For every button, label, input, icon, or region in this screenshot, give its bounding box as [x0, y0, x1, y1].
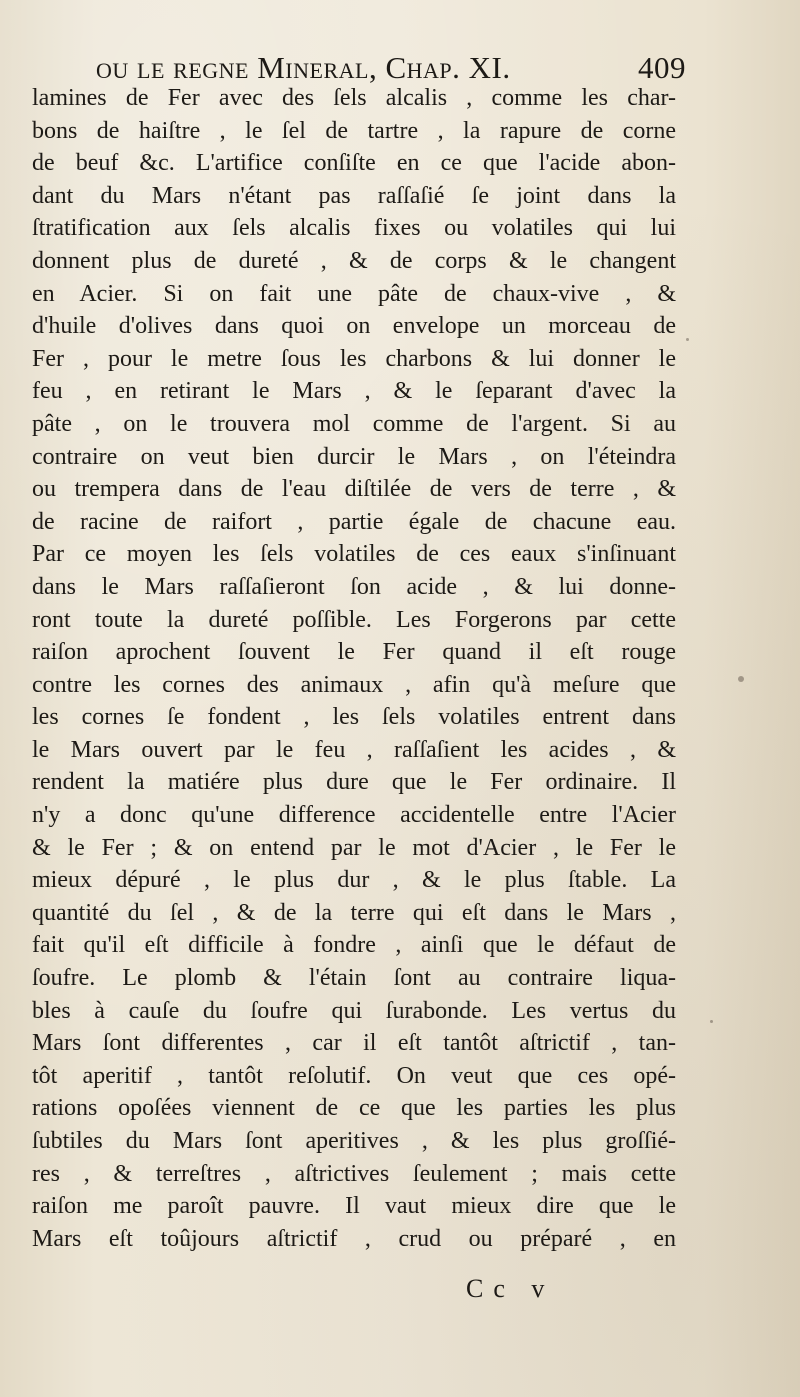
- text-line: res , & terreſtres , aſtrictives ſeulement ; mais cette: [32, 1160, 676, 1187]
- text-line: d'huile d'olives dans quoi on envelope un morceau de: [32, 313, 676, 340]
- text-line: dant du Mars n'étant pas raſſaſié ſe joint dans la: [32, 182, 676, 209]
- text-line: bles à cauſe du ſoufre qui ſurabonde. Les vertus du: [32, 997, 676, 1024]
- text-line: n'y a donc qu'une difference accidentelle entre l'Acier: [32, 802, 676, 829]
- text-line: de beuf &c. L'artifice conſiſte en ce que l'acide abon-: [32, 150, 676, 177]
- text-line: ſubtiles du Mars ſont aperitives , & les plus groſſié-: [32, 1128, 676, 1154]
- running-title: ou le regne Mineral, Chap. XI.: [96, 50, 511, 85]
- text-line: Mars ſont differentes , car il eſt tantôt aſtrictif , tan-: [32, 1030, 676, 1057]
- text-line: lamines de Fer avec des ſels alcalis , comme les char-: [32, 85, 676, 111]
- text-line: Fer , pour le metre ſous les charbons & lui donner le: [32, 345, 676, 372]
- text-line: contraire on veut bien durcir le Mars , on l'éteindra: [32, 443, 676, 470]
- body-text: [32, 82, 676, 1255]
- page-number: 409: [638, 50, 686, 85]
- text-line: ſoufre. Le plomb & l'étain ſont au contraire liqua-: [32, 965, 676, 992]
- text-line: tôt aperitif , tantôt reſolutif. On veut que ces opé-: [32, 1062, 676, 1089]
- text-line: pâte , on le trouvera mol comme de l'argent. Si au: [32, 410, 676, 437]
- text-line: de racine de raifort , partie égale de chacune eau.: [32, 508, 676, 535]
- text-line: mieux dépuré , le plus dur , & le plus ſtable. La: [32, 867, 676, 894]
- text-line: & le Fer ; & on entend par le mot d'Acier , le Fer le: [32, 834, 676, 861]
- text-line: raiſon aprochent ſouvent le Fer quand il eſt rouge: [32, 639, 676, 666]
- ink-spot: [738, 676, 744, 682]
- text-line: ront toute la dureté poſſible. Les Forgerons par cette: [32, 606, 676, 633]
- text-line: contre les cornes des animaux , afin qu'à meſure que: [32, 671, 676, 698]
- ink-spot: [710, 1020, 713, 1023]
- text-line: en Acier. Si on fait une pâte de chaux-vive , &: [32, 280, 676, 307]
- text-line: quantité du ſel , & de la terre qui eſt dans le Mars ,: [32, 899, 676, 926]
- text-line: bons de haiſtre , le ſel de tartre , la rapure de corne: [32, 117, 676, 144]
- text-line: ſtratification aux ſels alcalis fixes ou volatiles qui lui: [32, 215, 676, 242]
- text-line: rations opoſées viennent de ce que les parties les plus: [32, 1095, 676, 1122]
- signature-mark: Cc v: [466, 1274, 555, 1303]
- text-line: donnent plus de dureté , & de corps & le changent: [32, 247, 676, 274]
- text-line: raiſon me paroît pauvre. Il vaut mieux dire que le: [32, 1193, 676, 1220]
- text-line: rendent la matiére plus dure que le Fer ordinaire. Il: [32, 769, 676, 796]
- text-line: le Mars ouvert par le feu , raſſaſient les acides , &: [32, 736, 676, 763]
- text-line: dans le Mars raſſaſieront ſon acide , & lui donne-: [32, 573, 676, 600]
- text-line: fait qu'il eſt difficile à fondre , ainſi que le défaut de: [32, 932, 676, 959]
- text-line: ou trempera dans de l'eau diſtilée de vers de terre , &: [32, 476, 676, 503]
- text-line: Par ce moyen les ſels volatiles de ces eaux s'inſinuant: [32, 541, 676, 568]
- ink-spot: [686, 338, 689, 341]
- text-line: les cornes ſe fondent , les ſels volatiles entrent dans: [32, 704, 676, 731]
- text-line: feu , en retirant le Mars , & le ſeparant d'avec la: [32, 378, 676, 405]
- text-line: Mars eſt toûjours aſtrictif , crud ou préparé , en: [32, 1225, 676, 1252]
